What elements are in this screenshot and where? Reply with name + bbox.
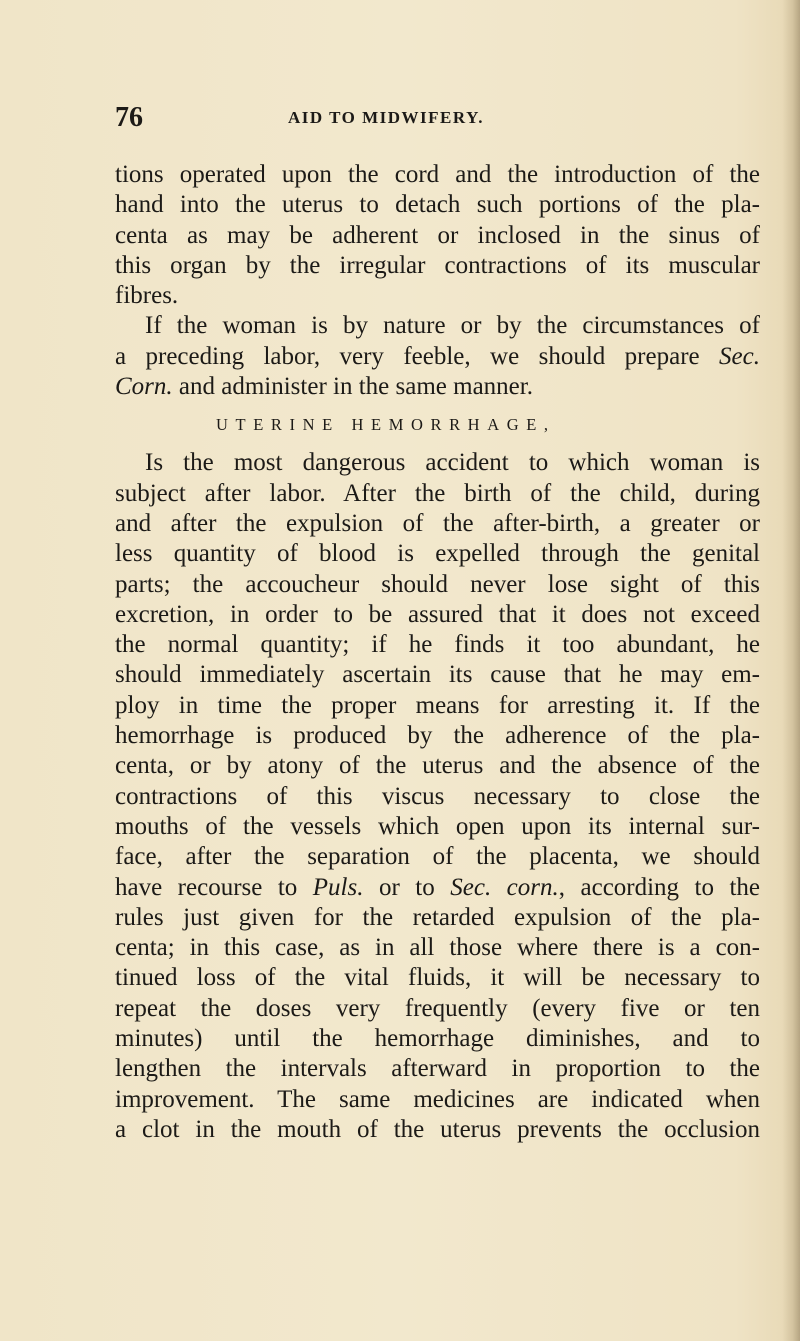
text-line: centa; in this case, as in all those where there is a con- <box>115 934 760 962</box>
text-line: fibres. <box>115 282 179 310</box>
text-line <box>115 372 760 402</box>
text-line: repeat the doses very frequently (every five or ten <box>115 994 760 1022</box>
text-line: excretion, in order to be assured that it does not exceed <box>115 600 760 628</box>
text-line: the normal quantity; if he finds it too abundant, he <box>115 631 760 659</box>
text-run: have recourse to <box>115 873 298 901</box>
text-run: , according to the <box>558 873 761 901</box>
text-line: a clot in the mouth of the uterus prevents the occlusion <box>115 1115 760 1143</box>
text-line: and after the expulsion of the after-birth, a greater or <box>115 509 760 537</box>
text-line: parts; the accoucheur should never lose sight of this <box>115 570 760 598</box>
page-edge-shadow <box>782 0 800 1341</box>
remedy-abbreviation: Sec. corn. <box>450 873 559 901</box>
body-text <box>115 160 760 1145</box>
text-line <box>115 873 760 903</box>
text-line: contractions of this viscus necessary to close the <box>115 782 760 810</box>
text-line: ploy in time the proper means for arresting it. If the <box>115 691 760 719</box>
text-line: face, after the separation of the placenta, we should <box>115 843 760 871</box>
page-number: 76 <box>115 102 143 133</box>
text-line: rules just given for the retarded expulsion of the pla- <box>115 903 760 931</box>
text-line: less quantity of blood is expelled through the genital <box>115 540 760 568</box>
section-heading: UTERINE HEMORRHAGE, <box>216 415 556 435</box>
text-line: subject after labor. After the birth of the child, during <box>115 479 760 507</box>
text-line: tinued loss of the vital fluids, it will be necessary to <box>115 964 760 992</box>
text-run: and administer in the same manner. <box>178 373 533 401</box>
text-line: tions operated upon the cord and the introduction of the <box>115 161 760 188</box>
text-line: lengthen the intervals afterward in proportion to the <box>115 1055 760 1083</box>
remedy-abbreviation: Puls. <box>312 873 364 901</box>
text-line: minutes) until the hemorrhage diminishes, and to <box>115 1025 760 1053</box>
text-run: or to <box>378 873 435 901</box>
remedy-abbreviation: Sec. <box>719 342 760 370</box>
running-title: AID TO MIDWIFERY. <box>288 108 485 127</box>
text-line <box>115 342 760 372</box>
text-line: If the woman is by nature or by the circumstances of <box>145 312 760 340</box>
text-run: a preceding labor, very feeble, we should prepare <box>115 342 700 370</box>
running-head <box>115 100 755 136</box>
text-line: centa as may be adherent or inclosed in the sinus of <box>115 221 760 249</box>
remedy-abbreviation: Corn. <box>115 373 173 401</box>
text-line: mouths of the vessels which open upon its internal sur- <box>115 812 760 840</box>
text-line: hand into the uterus to detach such portions of the pla- <box>115 191 760 219</box>
text-line: this organ by the irregular contractions of its muscular <box>115 251 760 279</box>
text-line: centa, or by atony of the uterus and the absence of the <box>115 752 760 780</box>
text-line: hemorrhage is produced by the adherence of the pla- <box>115 722 760 750</box>
text-line: improvement. The same medicines are indicated when <box>115 1085 760 1113</box>
text-line: should immediately ascertain its cause that he may em- <box>115 661 760 689</box>
text-line: Is the most dangerous accident to which woman is <box>145 449 760 477</box>
